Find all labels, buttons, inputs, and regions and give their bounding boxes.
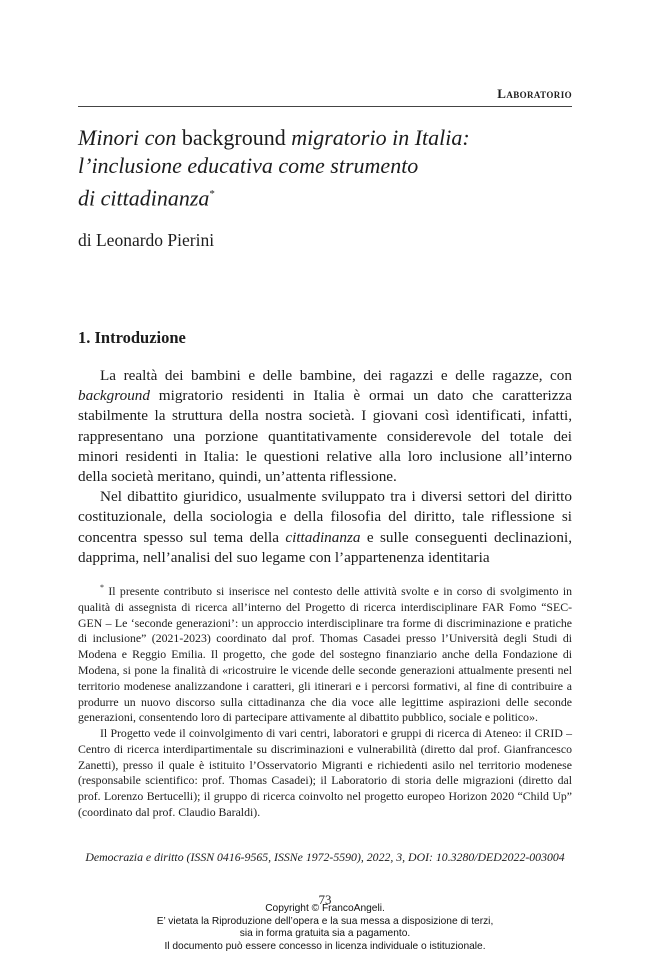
footnote-mark: * [100,583,104,592]
journal-citation: Democrazia e diritto (ISSN 0416-9565, ISSNe 1972-5590), 2022, 3, DOI: 10.3280/DED2022-003004 [85,850,565,864]
text-run-italic: cittadinanza [285,528,361,546]
text-run: migratorio residenti in Italia è ormai un dato che caratterizza stabilmente la struttura della nostra società. I giovani così identificati, infatti, rappresentano una porzione quantitativamente considerevole del totale dei minori residenti in Italia: le questioni relative alla loro inclusione all’interno della società meritano, quindi, un’attenta riflessione. [78,387,572,486]
text-run: La realtà dei bambini e delle bambine, dei ragazzi e delle ragazze, con [100,367,572,384]
header-rule [78,106,572,107]
copyright-line: sia in forma gratuita sia a pagamento. [239,928,411,939]
text-run: e sulle conseguenti declinazioni, dapprima, nell’analisi del suo legame con l’appartenenza identitaria [78,528,572,566]
copyright-line: E’ vietata la Riproduzione dell’opera e la sua messa a disposizione di terzi, [156,915,494,927]
footnote [78,580,572,726]
copyright-notice [0,903,650,953]
article-title [78,124,572,212]
title-part: background [181,125,286,150]
title-line: l’inclusione educativa come strumento [78,153,419,178]
footnote-mark: * [209,188,215,200]
title-line: di cittadinanza [78,185,210,211]
text-run: Nel dibattito giuridico, usualmente sviluppato tra i diversi settori del diritto costituzionale, della sociologia e della filosofia del diritto, tale riflessione si concentra spesso sul tema della [78,488,572,546]
footnote-text: Il Progetto vede il coinvolgimento di vari centri, laboratori e gruppi di ricerca di Ateneo: il CRID – Centro di ricerca interdipartimentale su discriminazioni e vulnerabilità (diretto dal prof. Gianfrancesco Zanetti), presso il quale è istituito l’Osservatorio Migranti e richiedenti asilo nel territorio modenese (responsabile scientifico: prof. Thomas Casadei); il Laboratorio di storia delle migrazioni (diretto dal prof. Lorenzo Bertucelli); il gruppo di ricerca coinvolto nel progetto europeo Horizon 2020 “Child Up” (coordinato dal prof. Claudio Baraldi). [78,726,572,820]
footnotes [78,580,572,821]
copyright-line: Copyright © FrancoAngeli. [265,903,385,914]
section-label: Laboratorio [497,86,572,101]
author-byline: di Leonardo Pierini [78,230,215,250]
section-heading: 1. Introduzione [78,328,186,347]
text-run-italic: background [78,387,150,405]
title-part: migratorio in Italia: [285,125,470,150]
copyright-line: Il documento può essere concesso in licenza individuale o istituzionale. [164,940,486,952]
page-number: 73 [318,892,332,907]
paragraph [78,487,572,568]
body-text [78,366,572,568]
footnote [78,726,572,821]
title-part: Minori con [78,125,182,150]
footnote-text: Il presente contributo si inserisce nel contesto delle attività svolte e in corso di svolgimento in qualità di assegnista di ricerca all’interno del Progetto di ricerca interdisciplinare FAR Fomo “SEC-GEN – Le ‘seconde generazioni’: un approccio interdisciplinare tra forme di discriminazione e pratiche di inclusione” (2021-2023) coordinato dal prof. Thomas Casadei presso l’Università degli Studi di Modena e Reggio Emilia. Il progetto, che gode del sostegno finanziario anche della Fondazione di Modena, si pone la finalità di «ricostruire le vicende delle seconde generazioni attualmente presenti nel territorio modenese analizzandone i caratteri, gli itinerari e i percorsi formativi, al fine di contribuire a produrre un nuovo discorso sulla cittadinanza che dia voce alle legittime aspirazioni delle seconde generazioni, consentendo loro di partecipare attivamente al dibattito pubblico, sociale e politico». [78,583,573,725]
paragraph [78,366,572,487]
